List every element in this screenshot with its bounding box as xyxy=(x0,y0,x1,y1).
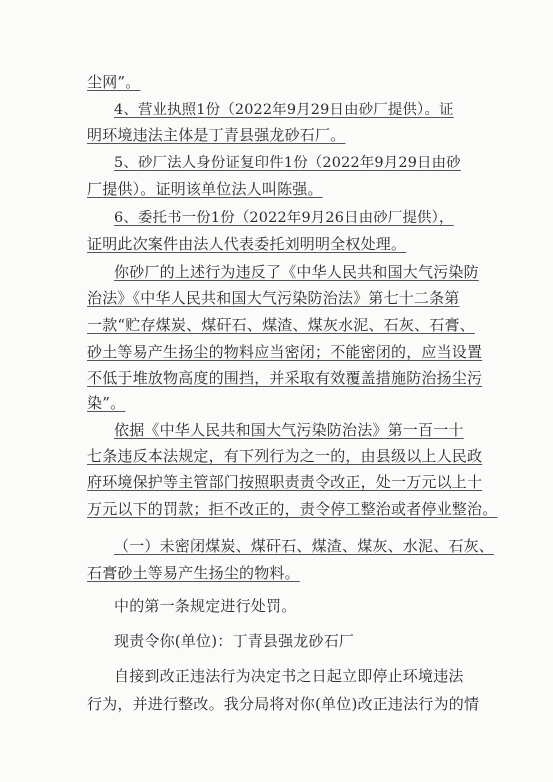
text-line: 府环境保护等主管部门按照职责责令改正，处一万元以上十 xyxy=(87,473,483,491)
text-line: 治法》《中华人民共和国大气污染防治法》第七十二条第 xyxy=(87,289,460,307)
text-line: （一）未密闭煤炭、煤矸石、煤渣、煤灰、水泥、石灰、 xyxy=(114,537,495,555)
text-line: 证明此次案件由法人代表委托刘明明全权处理。 xyxy=(87,235,407,253)
text-line: 4、营业执照1份（2022年9月29日由砂厂提供）。证 xyxy=(114,102,454,118)
text-line: 不低于堆放物高度的围挡，并采取有效覆盖措施防治扬尘污 xyxy=(87,369,483,387)
text-line: 自接到改正违法行为决定书之日起立即停止环境违法 xyxy=(114,667,464,685)
text-line: 砂土等易产生扬尘的物料应当密闭；不能密闭的，应当设置 xyxy=(87,343,483,361)
text-line: 厂提供）。证明该单位法人叫陈强。 xyxy=(87,180,323,198)
text-line: 七条违反本法规定，有下列行为之一的，由县级以上人民政 xyxy=(87,447,483,465)
text-line: 6、委托书一份1份（2022年9月26日由砂厂提供）， xyxy=(114,210,454,226)
text-line: 尘网”。 xyxy=(87,73,141,91)
text-line: 中的第一条规定进行处罚。 xyxy=(114,597,297,615)
text-line: 染”。 xyxy=(87,394,126,412)
text-line: 明环境违法主体是丁青县强龙砂石厂。 xyxy=(87,126,346,144)
text-line: 你砂厂的上述行为违反了《中华人民共和国大气污染防 xyxy=(114,263,479,281)
text-line: 现责令你(单位)：丁青县强龙砂石厂 xyxy=(114,632,355,650)
text-line: 石膏砂土等易产生扬尘的物料。 xyxy=(87,564,300,582)
text-line: 5、砂厂法人身份证复印件1份（2022年9月29日由砂 xyxy=(114,155,461,171)
text-line: 一款“贮存煤炭、煤矸石、煤渣、煤灰水泥、石灰、石膏、 xyxy=(87,316,475,334)
text-line: 依据《中华人民共和国大气污染防治法》第一百一十 xyxy=(114,421,464,439)
text-line: 行为，并进行整改。我分局将对你(单位)改正违法行为的情 xyxy=(87,695,480,713)
text-line: 万元以下的罚款；拒不改正的，责令停工整治或者停业整治。 xyxy=(87,500,498,518)
